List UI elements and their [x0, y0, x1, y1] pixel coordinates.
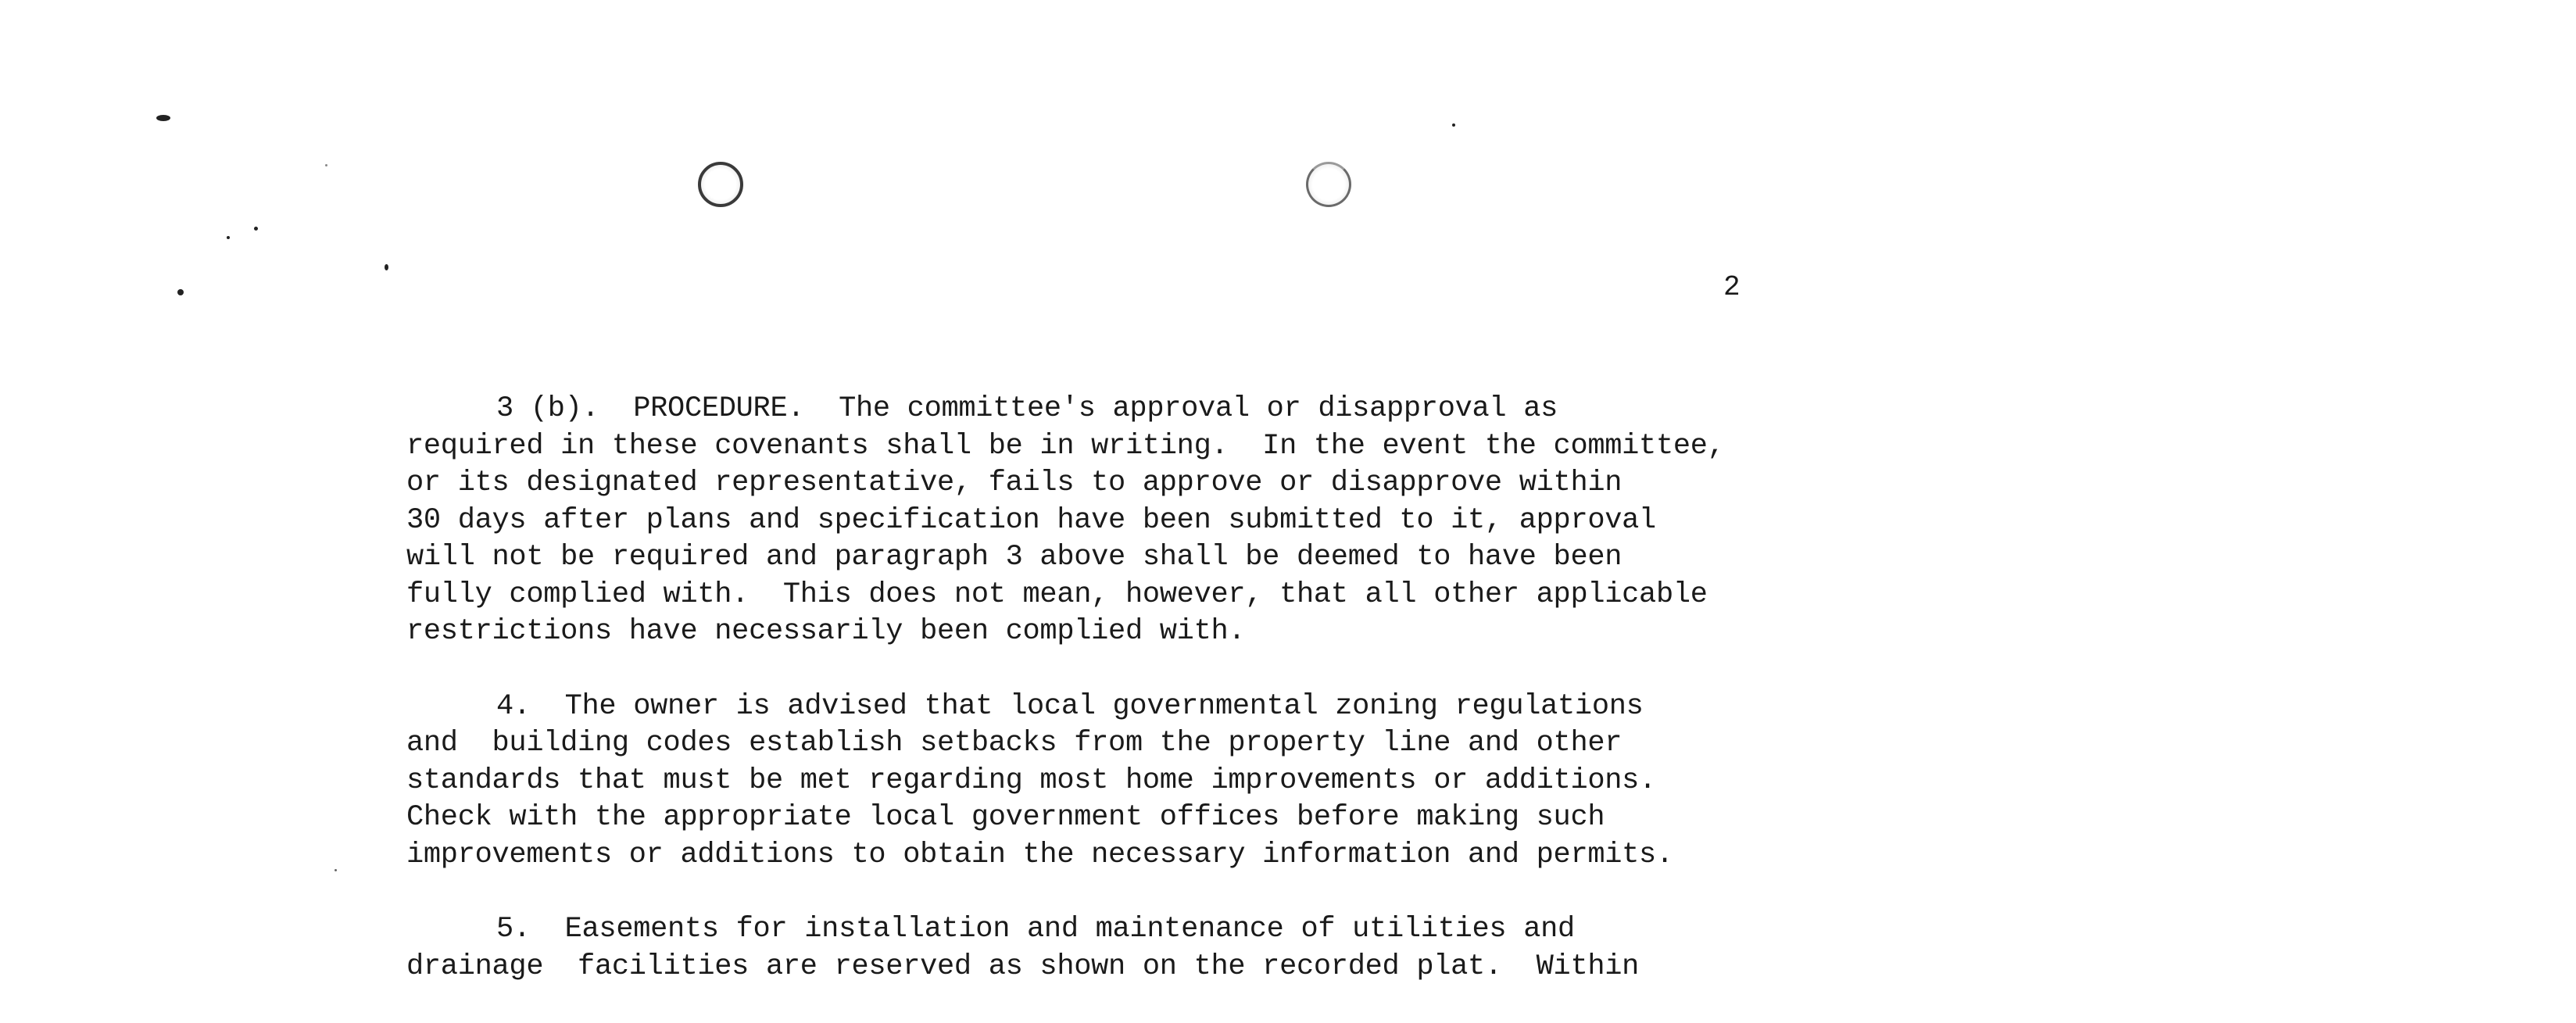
- text-line: 5. Easements for installation and maintenance of utilities and: [496, 913, 1575, 946]
- text-line: will not be required and paragraph 3 above shall be deemed to have been: [406, 541, 1623, 574]
- text-line: or its designated representative, fails to approve or disapprove within: [406, 467, 1623, 499]
- punch-hole-left: [698, 162, 743, 207]
- scan-speck: [335, 869, 337, 871]
- text-line: standards that must be met regarding most home improvements or additions.: [406, 764, 1656, 797]
- scan-speck: [1452, 123, 1455, 127]
- scan-speck: [325, 164, 327, 166]
- scan-speck: [254, 227, 258, 231]
- paragraph-3b: [406, 391, 1891, 651]
- scan-speck: [227, 236, 230, 239]
- text-line: improvements or additions to obtain the necessary information and permits.: [406, 838, 1673, 871]
- text-line: and building codes establish setbacks from the property line and other: [406, 727, 1623, 760]
- text-line: Check with the appropriate local government offices before making such: [406, 801, 1605, 834]
- document-body: [406, 391, 1891, 1023]
- paragraph-4: [406, 689, 1891, 875]
- text-line: 3 (b). PROCEDURE. The committee's approval or disapproval as: [496, 392, 1558, 425]
- text-line: 4. The owner is advised that local governmental zoning regulations: [496, 689, 1644, 723]
- text-line: required in these covenants shall be in writing. In the event the committee,: [406, 429, 1725, 463]
- page-number: 2: [1723, 271, 1741, 303]
- text-line: 30 days after plans and specification have been submitted to it, approval: [406, 503, 1656, 537]
- scan-speck: [156, 115, 170, 121]
- text-line: restrictions have necessarily been complied with.: [406, 615, 1246, 648]
- scan-speck: [177, 289, 184, 295]
- punch-hole-right: [1306, 162, 1351, 207]
- text-line: drainage facilities are reserved as shown on the recorded plat. Within: [406, 950, 1640, 983]
- scan-speck: [385, 264, 388, 270]
- paragraph-5: [406, 911, 1891, 985]
- text-line: fully complied with. This does not mean, however, that all other applicable: [406, 578, 1708, 611]
